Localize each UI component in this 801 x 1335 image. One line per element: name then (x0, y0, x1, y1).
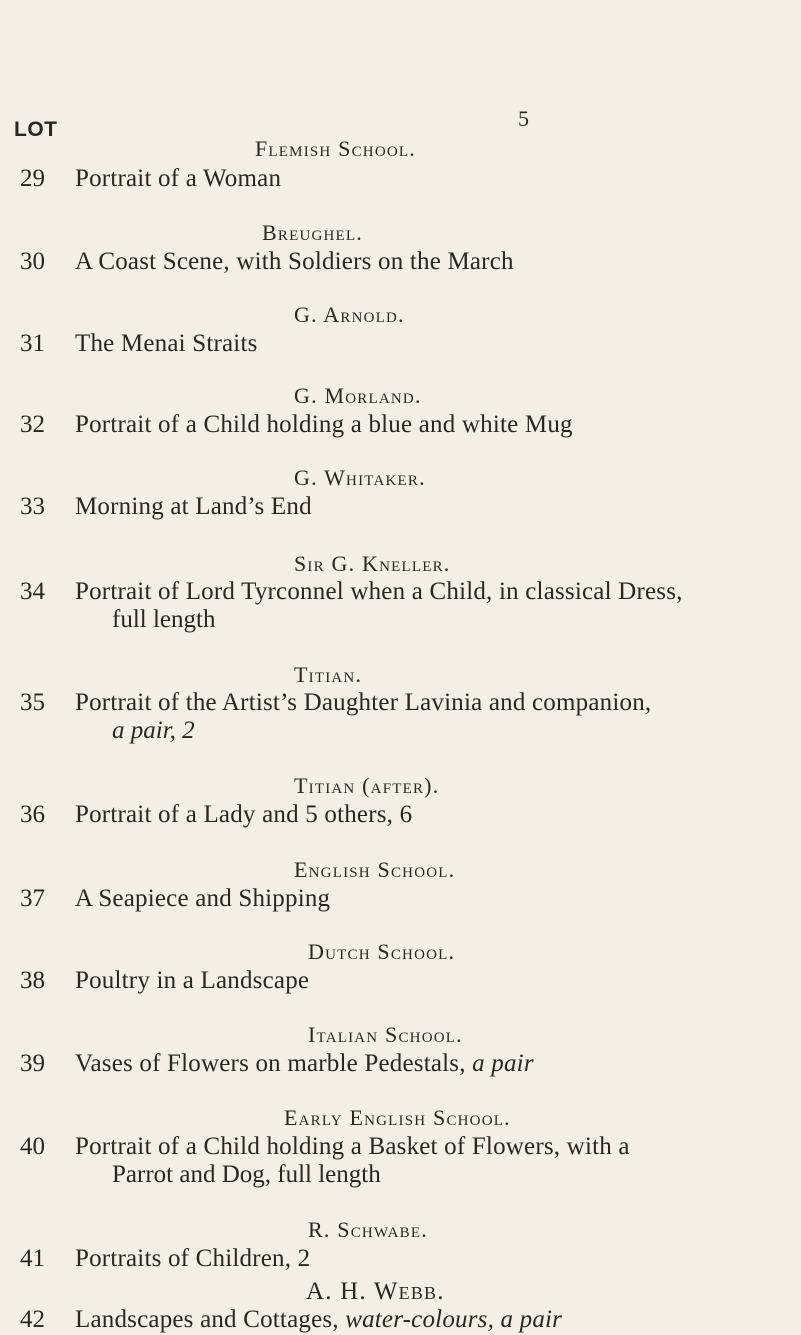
lot-artist: Breughel. (262, 220, 363, 245)
page-number: 5 (518, 106, 529, 131)
lot-title: Portrait of a Woman (75, 165, 282, 192)
lot-number: 39 (20, 1050, 45, 1077)
lot-number: 35 (20, 689, 45, 716)
lot-artist: Italian School. (308, 1022, 463, 1047)
lot-number: 30 (20, 248, 45, 275)
lot-title: Vases of Flowers on marble Pedestals, a pair (75, 1050, 534, 1077)
lot-number: 34 (20, 578, 45, 605)
lot-title: Portrait of a Lady and 5 others, 6 (75, 801, 413, 828)
lot-number: 32 (20, 411, 45, 438)
lot-number: 42 (20, 1306, 45, 1333)
lot-artist: Flemish School. (255, 136, 416, 161)
lot-artist: A. H. Webb. (306, 1278, 445, 1305)
lot-artist: Sir G. Kneller. (294, 551, 451, 576)
lot-title: The Menai Straits (75, 330, 258, 357)
lot-artist: Titian. (294, 662, 363, 687)
lot-number: 36 (20, 801, 45, 828)
lot-title-continuation: a pair, 2 (112, 717, 195, 744)
lot-column-header: LOT (14, 118, 58, 141)
lot-artist: Early English School. (284, 1105, 511, 1130)
lot-title: Poultry in a Landscape (75, 967, 310, 994)
lot-title: Portraits of Children, 2 (75, 1245, 311, 1272)
lot-artist: G. Whitaker. (294, 465, 426, 490)
lot-number: 37 (20, 885, 45, 912)
lot-number: 33 (20, 493, 45, 520)
lot-artist: Titian (after). (294, 773, 440, 798)
lot-number: 29 (20, 165, 45, 192)
lot-title-continuation: Parrot and Dog, full length (112, 1161, 381, 1188)
lot-title: A Coast Scene, with Soldiers on the March (75, 248, 514, 275)
lot-artist: G. Arnold. (294, 302, 405, 327)
lot-title: Morning at Land’s End (75, 493, 312, 520)
lot-artist: G. Morland. (294, 383, 422, 408)
lot-number: 38 (20, 967, 45, 994)
lot-title: Portrait of the Artist’s Daughter Lavinia and companion, (75, 689, 652, 716)
lot-artist: R. Schwabe. (308, 1217, 428, 1242)
lot-artist: Dutch School. (308, 939, 456, 964)
lot-title: Portrait of Lord Tyrconnel when a Child, in classical Dress, (75, 578, 683, 605)
lot-number: 40 (20, 1133, 45, 1160)
lot-title: Portrait of a Child holding a Basket of Flowers, with a (75, 1133, 630, 1160)
lot-number: 41 (20, 1245, 45, 1272)
lot-title: A Seapiece and Shipping (75, 885, 331, 912)
lot-artist: English School. (294, 857, 456, 882)
lot-title: Portrait of a Child holding a blue and white Mug (75, 411, 573, 438)
lot-title: Landscapes and Cottages, water-colours, a pair (75, 1306, 563, 1333)
lot-number: 31 (20, 330, 45, 357)
lot-title-continuation: full length (112, 606, 216, 633)
